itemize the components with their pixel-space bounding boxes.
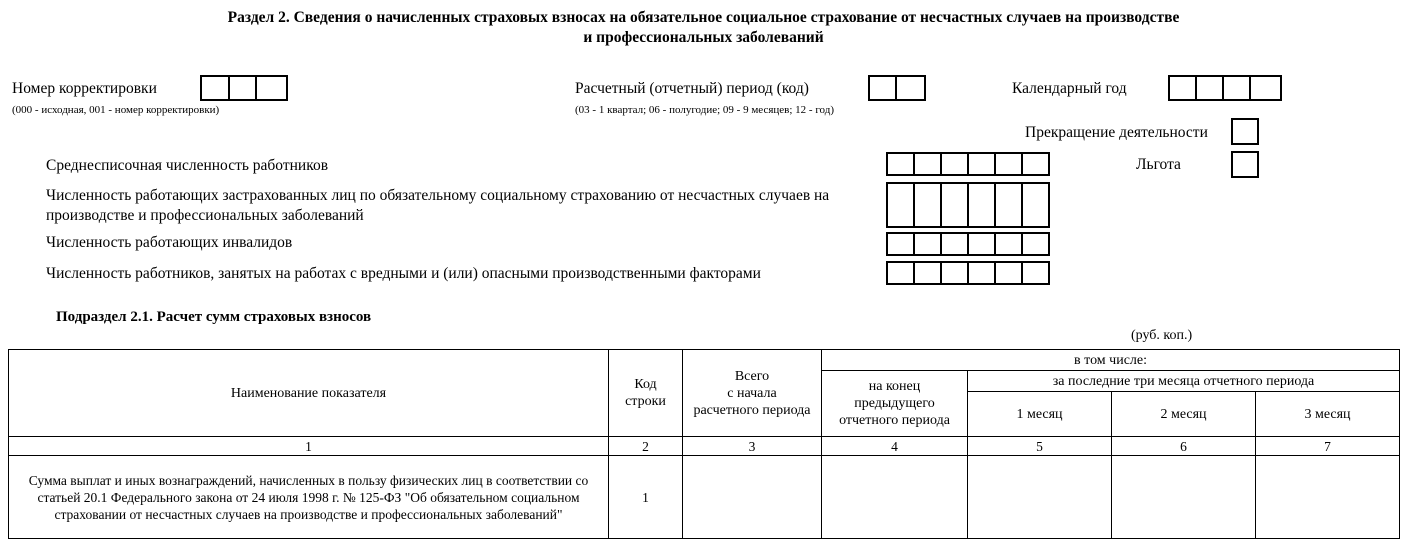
- period-code-cells[interactable]: [868, 75, 926, 101]
- benefit-label: Льгота: [1136, 156, 1181, 173]
- row-1-code: 1: [609, 456, 683, 539]
- correction-number-cell-1[interactable]: [202, 77, 230, 99]
- benefit-checkbox[interactable]: [1231, 151, 1259, 178]
- disabled-headcount-cell-6[interactable]: [1023, 234, 1048, 254]
- header-month-2: 2 месяц: [1112, 392, 1256, 437]
- disabled-headcount-cell-5[interactable]: [996, 234, 1023, 254]
- header-indicator-name: Наименование показателя: [9, 350, 609, 437]
- subsection-title: Подраздел 2.1. Расчет сумм страховых взносов: [56, 309, 372, 325]
- cessation-label: Прекращение деятельности: [1025, 124, 1208, 141]
- disabled-headcount-cells[interactable]: [886, 232, 1050, 256]
- hazardous-headcount-cell-2[interactable]: [915, 263, 942, 283]
- avg-headcount-cell-3[interactable]: [942, 154, 969, 174]
- column-number-4: 4: [822, 437, 968, 456]
- disabled-headcount-cell-1[interactable]: [888, 234, 915, 254]
- correction-number-cells[interactable]: [200, 75, 288, 101]
- header-total-from-period-start: [683, 350, 822, 437]
- avg-headcount-cells[interactable]: [886, 152, 1050, 176]
- calendar-year-label: Календарный год: [1012, 80, 1127, 97]
- column-number-5: 5: [968, 437, 1112, 456]
- column-number-3: 3: [683, 437, 822, 456]
- hazardous-headcount-cell-1[interactable]: [888, 263, 915, 283]
- disabled-headcount-cell-3[interactable]: [942, 234, 969, 254]
- calendar-year-cell-1[interactable]: [1170, 77, 1197, 99]
- disabled-headcount-label: Численность работающих инвалидов: [46, 234, 293, 251]
- row-1-total-input[interactable]: [683, 456, 822, 539]
- correction-number-label: Номер корректировки: [12, 80, 157, 97]
- insured-headcount-cell-6[interactable]: [1023, 184, 1048, 226]
- avg-headcount-label: Среднесписочная численность работников: [46, 157, 329, 174]
- header-total-line-3: расчетного периода: [693, 402, 811, 418]
- hazardous-headcount-cell-3[interactable]: [942, 263, 969, 283]
- header-row-code: [609, 350, 683, 437]
- insured-headcount-cell-3[interactable]: [942, 184, 969, 226]
- disabled-headcount-cell-2[interactable]: [915, 234, 942, 254]
- insured-headcount-label: Численность работающих застрахованных лиц по обязательному социальному страхованию от несчастных случаев на производстве и профессиональных заболеваний: [46, 187, 830, 224]
- avg-headcount-cell-5[interactable]: [996, 154, 1023, 174]
- disabled-headcount-cell-4[interactable]: [969, 234, 996, 254]
- column-number-6: 6: [1112, 437, 1256, 456]
- table-column-number-row: [9, 437, 1400, 456]
- avg-headcount-cell-4[interactable]: [969, 154, 996, 174]
- insured-headcount-cell-2[interactable]: [915, 184, 942, 226]
- units-label: (руб. коп.): [1131, 328, 1193, 343]
- calendar-year-cell-4[interactable]: [1251, 77, 1280, 99]
- hazardous-headcount-cell-6[interactable]: [1023, 263, 1048, 283]
- table-row: [9, 456, 1400, 539]
- hazardous-headcount-cells[interactable]: [886, 261, 1050, 285]
- row-1-prev-period-input[interactable]: [822, 456, 968, 539]
- insured-headcount-cell-4[interactable]: [969, 184, 996, 226]
- cessation-checkbox[interactable]: [1231, 118, 1259, 145]
- header-prev-line-1: на конец: [868, 379, 921, 394]
- row-1-month-1-input[interactable]: [968, 456, 1112, 539]
- header-end-of-previous-period: [822, 371, 968, 437]
- insured-headcount-cells[interactable]: [886, 182, 1050, 228]
- contributions-calculation-table: [8, 349, 1400, 539]
- header-total-line-1: Всего: [734, 368, 770, 384]
- header-row-code-line-1: Код: [634, 377, 657, 392]
- page-title: [89, 8, 1319, 48]
- row-1-month-3-input[interactable]: [1256, 456, 1400, 539]
- header-row-code-line-2: строки: [625, 394, 666, 409]
- hazardous-headcount-cell-4[interactable]: [969, 263, 996, 283]
- period-code-cell-2[interactable]: [897, 77, 924, 99]
- hazardous-headcount-label: Численность работников, занятых на работах с вредными и (или) опасными производственными факторами: [46, 265, 761, 282]
- hazardous-headcount-cell-5[interactable]: [996, 263, 1023, 283]
- avg-headcount-cell-2[interactable]: [915, 154, 942, 174]
- insured-headcount-cell-1[interactable]: [888, 184, 915, 226]
- page-title-line-2: и профессиональных заболеваний: [583, 29, 824, 46]
- page-title-line-1: Раздел 2. Сведения о начисленных страховых взносах на обязательное социальное страхование от несчастных случаев на производстве: [227, 9, 1180, 26]
- header-last-three-months: за последние три месяца отчетного периода: [968, 371, 1400, 392]
- avg-headcount-cell-6[interactable]: [1023, 154, 1048, 174]
- header-month-3: 3 месяц: [1256, 392, 1400, 437]
- column-number-2: 2: [609, 437, 683, 456]
- column-number-7: 7: [1256, 437, 1400, 456]
- table-header-row-1: [9, 350, 1400, 371]
- correction-number-cell-3[interactable]: [257, 77, 286, 99]
- column-number-1: 1: [9, 437, 609, 456]
- header-prev-line-3: отчетного периода: [839, 413, 950, 428]
- header-including: в том числе:: [822, 350, 1400, 371]
- header-total-line-2: с начала: [727, 385, 777, 401]
- row-1-indicator-name: Сумма выплат и иных вознаграждений, начисленных в пользу физических лиц в соответствии со статьей 20.1 Федерального закона от 24 июля 1998 г. № 125-ФЗ "Об обязательном социальном страховании от несчастных случаев на производстве и профессиональных заболеваний": [9, 456, 609, 539]
- insured-headcount-cell-5[interactable]: [996, 184, 1023, 226]
- calendar-year-cell-2[interactable]: [1197, 77, 1224, 99]
- header-prev-line-2: предыдущего: [854, 396, 935, 411]
- correction-number-cell-2[interactable]: [230, 77, 258, 99]
- row-1-month-2-input[interactable]: [1112, 456, 1256, 539]
- correction-number-hint: (000 - исходная, 001 - номер корректировки): [12, 104, 220, 116]
- period-code-cell-1[interactable]: [870, 77, 897, 99]
- calendar-year-cells[interactable]: [1168, 75, 1282, 101]
- period-code-label: Расчетный (отчетный) период (код): [575, 80, 809, 97]
- avg-headcount-cell-1[interactable]: [888, 154, 915, 174]
- header-month-1: 1 месяц: [968, 392, 1112, 437]
- calendar-year-cell-3[interactable]: [1224, 77, 1251, 99]
- period-code-hint: (03 - 1 квартал; 06 - полугодие; 09 - 9 месяцев; 12 - год): [575, 104, 834, 116]
